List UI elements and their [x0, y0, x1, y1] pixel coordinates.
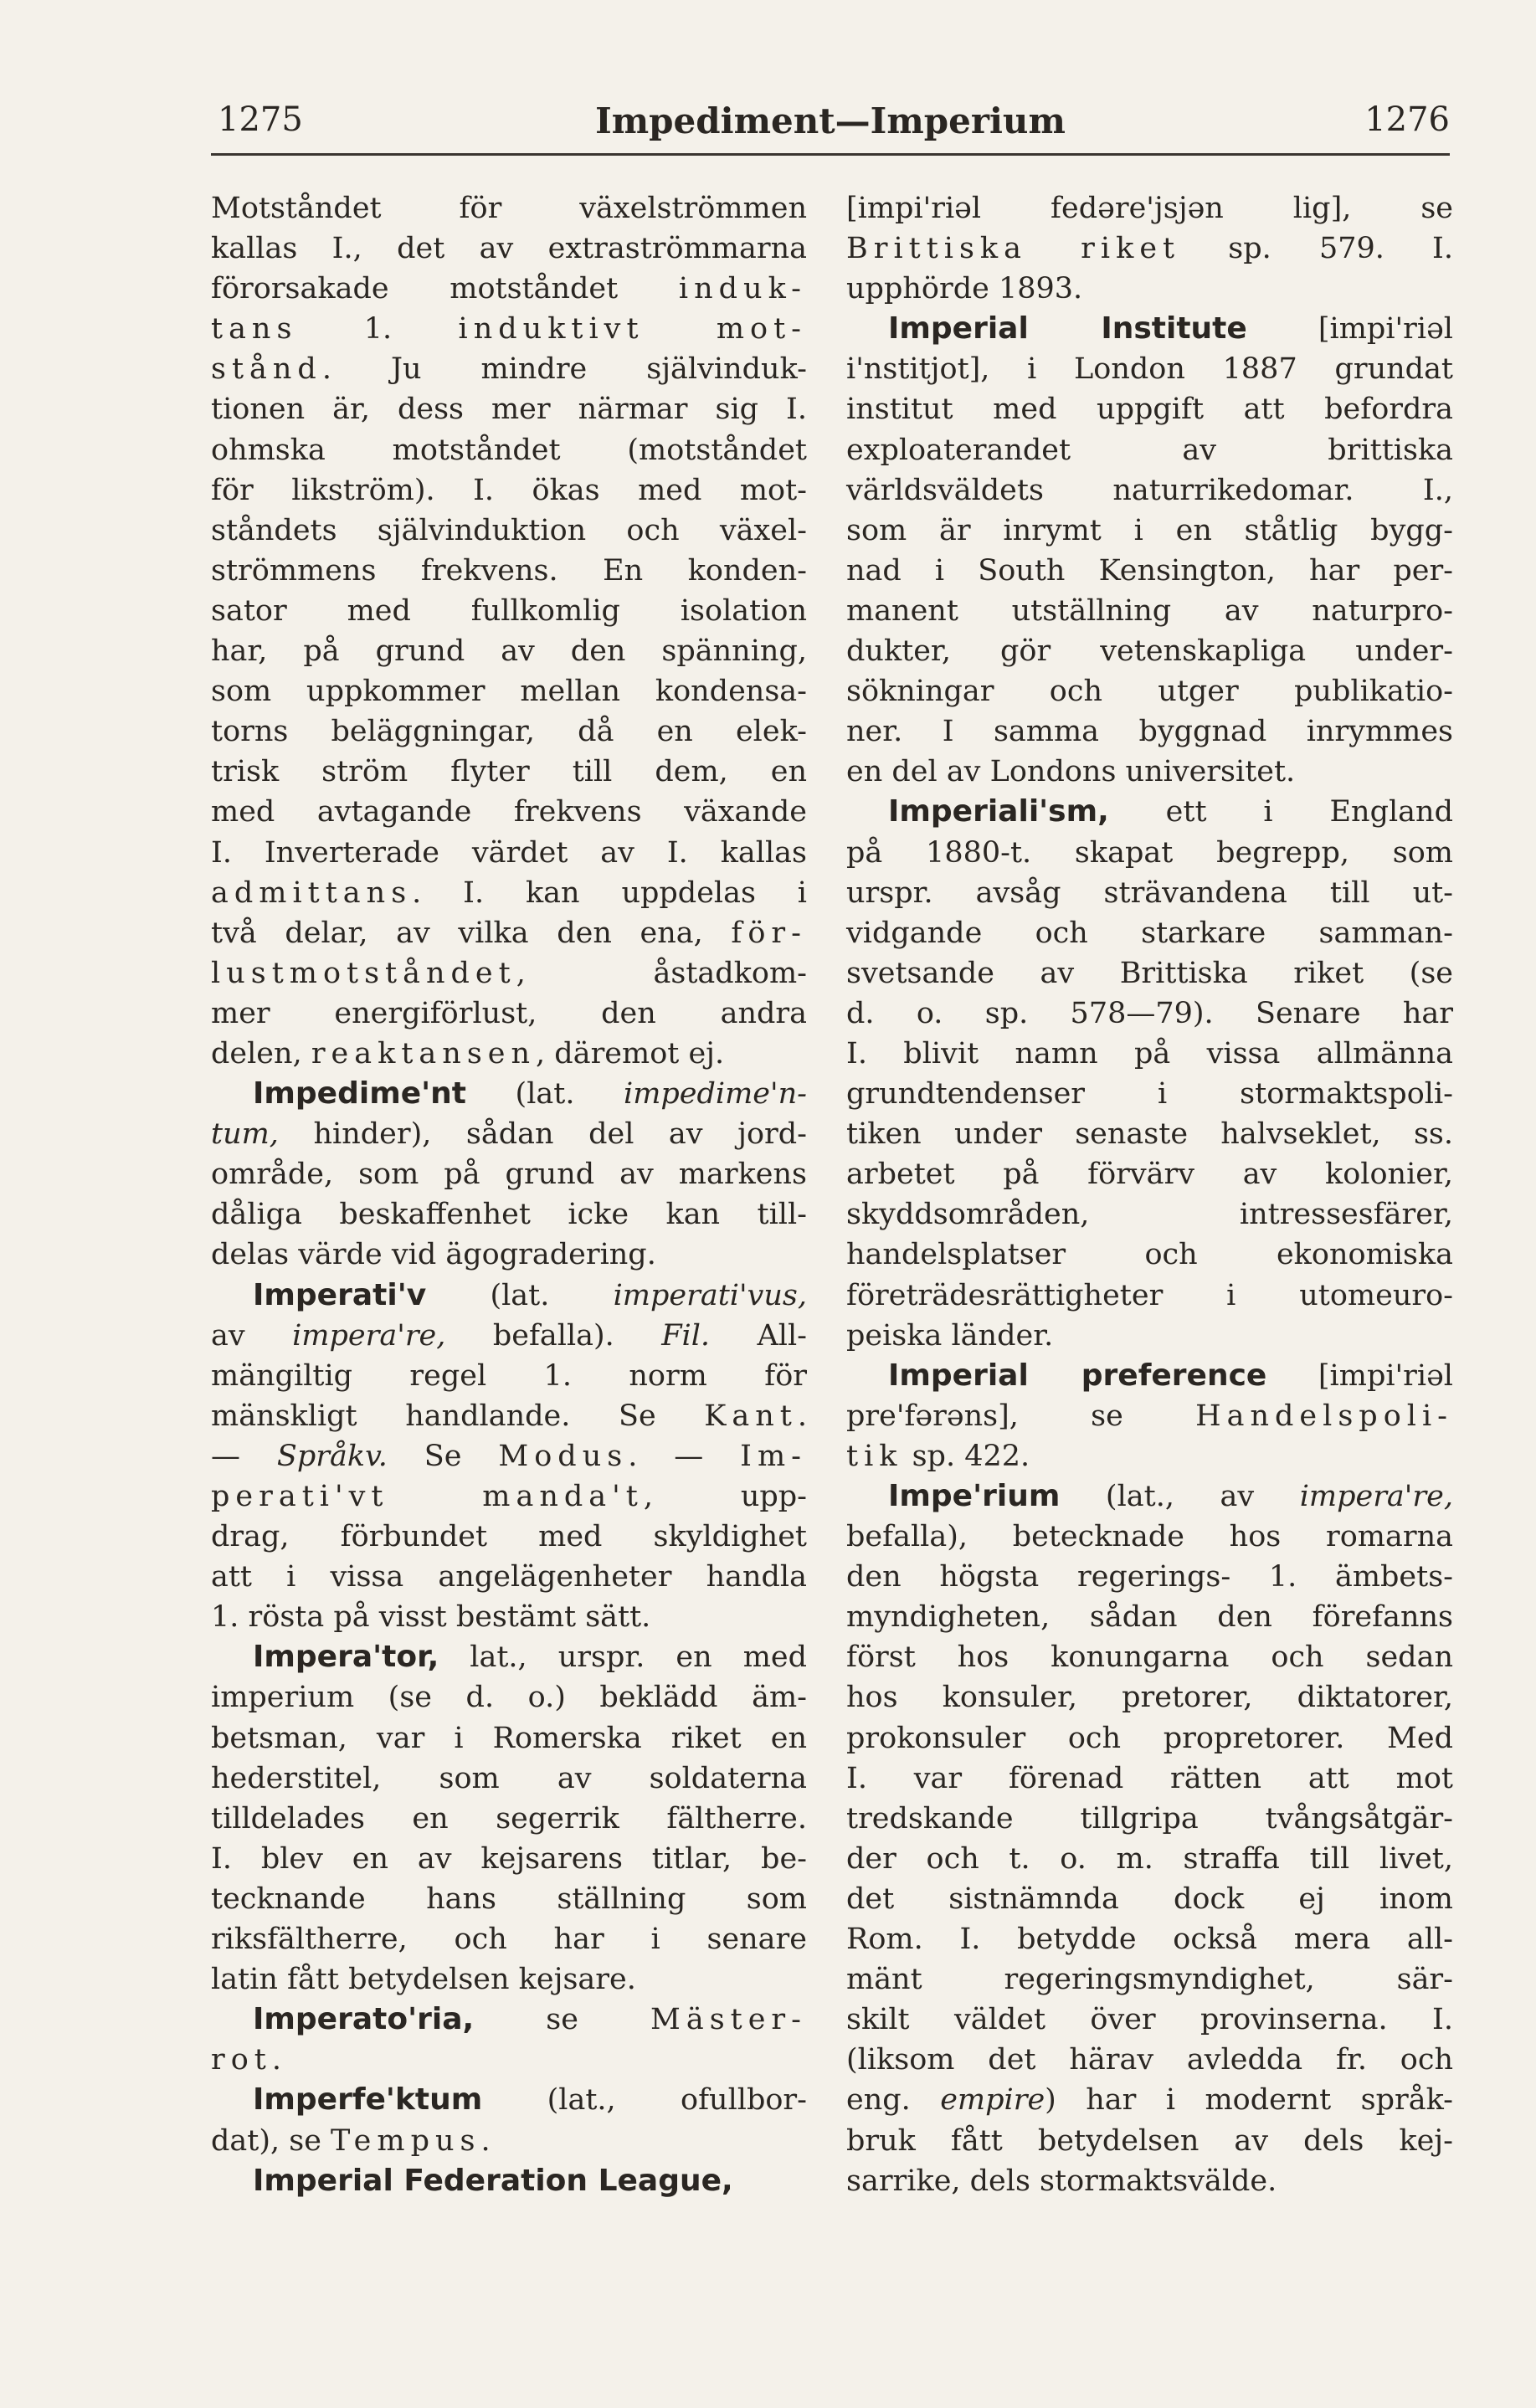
text-segment: för likström). I. ökas med mot-: [211, 473, 807, 507]
text-line: [211, 1557, 807, 1597]
text-segment: [impi'riəl fedəre'jsjən lig], se: [846, 192, 1453, 225]
text-line: [846, 711, 1453, 752]
text-segment: , åstadkom-: [516, 956, 807, 990]
headword: Imperati'v: [253, 1277, 427, 1312]
text-line: [846, 430, 1453, 470]
page-number-right: 1276: [1364, 100, 1450, 139]
text-line: [211, 711, 807, 752]
text-line: [846, 2000, 1453, 2040]
text-segment: förorsakade motståndet: [211, 272, 679, 306]
text-segment: på 1880-t. skapat begrepp, som: [846, 835, 1453, 870]
entry-first-line: [846, 1476, 1453, 1517]
text-line: [211, 1959, 807, 2000]
text-line: [211, 1597, 807, 1637]
text-segment: (liksom det härav avledda fr. och: [846, 2043, 1453, 2077]
text-segment: sator med fullkomlig isolation: [211, 593, 807, 628]
text-segment: Rom. I. betydde också mera all-: [846, 1923, 1453, 1957]
text-segment: nad i South Kensington, har per-: [846, 553, 1453, 588]
text-line: [211, 2040, 807, 2080]
text-segment: ett i England: [1108, 795, 1453, 829]
text-line: [211, 1839, 807, 1879]
text-segment: se: [474, 2003, 650, 2037]
spaced-term: tans: [211, 312, 298, 347]
text-line: [846, 591, 1453, 631]
headword: Impedime'nt: [253, 1076, 466, 1112]
text-segment: institut med uppgift att befordra: [846, 393, 1453, 427]
italic-term: tum,: [211, 1117, 279, 1152]
text-line: [846, 1919, 1453, 1959]
text-segment: i'nstitjot], i London 1887 grundat: [846, 352, 1453, 387]
text-segment: två delar, av vilka den ena,: [211, 916, 732, 950]
text-segment: upphörde 1893.: [846, 272, 1083, 306]
text-line: [211, 1114, 807, 1154]
text-segment: att i vissa angelägenheter handla: [211, 1560, 807, 1594]
text-line: [211, 1396, 807, 1436]
text-line: [211, 228, 807, 269]
text-line: [846, 188, 1453, 228]
text-segment: I. blev en av kejsarens titlar, be-: [211, 1841, 807, 1876]
text-line: [211, 1034, 807, 1074]
text-line: [211, 188, 807, 228]
entry-first-line: [846, 1356, 1453, 1396]
text-line: [211, 1154, 807, 1194]
spaced-term: Handelspoli-: [1195, 1399, 1453, 1433]
text-segment: företrädesrättigheter i utomeuro-: [846, 1278, 1453, 1312]
text-segment: Motståndet för växelströmmen: [211, 192, 807, 225]
header-rule: [211, 153, 1450, 156]
entry-first-line: [211, 1637, 807, 1677]
text-segment: svetsande av Brittiska riket (se: [846, 956, 1453, 990]
text-segment: först hos konungarna och sedan: [846, 1640, 1453, 1675]
text-line: [211, 470, 807, 511]
text-line: [211, 671, 807, 711]
text-segment: mängiltig regel 1. norm för: [211, 1358, 807, 1393]
text-segment: dukter, gör vetenskapliga under-: [846, 634, 1453, 669]
italic-term: impedime'n-: [624, 1077, 807, 1112]
entry-first-line: [211, 1276, 807, 1316]
headword: Impe'rium: [888, 1479, 1061, 1513]
text-line: [211, 1759, 807, 1799]
text-line: [846, 1557, 1453, 1597]
text-segment: 1. rösta på visst bestämt sätt.: [211, 1600, 651, 1635]
italic-term: impera're,: [1299, 1480, 1453, 1513]
text-segment: dåliga beskaffenhet icke kan till-: [211, 1198, 807, 1232]
text-segment: ner. I samma byggnad inrymmes: [846, 715, 1453, 749]
text-line: [846, 269, 1453, 309]
text-segment: område, som på grund av markens: [211, 1158, 807, 1192]
italic-term: Språkv.: [276, 1439, 388, 1473]
text-segment: kallas I., det av extraströmmarna: [211, 232, 807, 266]
spaced-term: admittans: [211, 875, 413, 910]
text-segment: delen,: [211, 1036, 311, 1071]
text-line: [846, 551, 1453, 591]
text-segment: prokonsuler och propretorer. Med: [846, 1721, 1453, 1755]
text-segment: . I. kan uppdelas i: [412, 875, 807, 910]
spaced-term: Im-: [740, 1439, 807, 1473]
text-segment: I. blivit namn på vissa allmänna: [846, 1036, 1453, 1071]
text-line: [846, 2161, 1453, 2201]
text-line: [211, 833, 807, 873]
text-segment: manent utställning av naturpro-: [846, 593, 1453, 628]
text-line: [211, 1799, 807, 1839]
text-line: [211, 309, 807, 349]
italic-term: Fil.: [661, 1318, 711, 1353]
text-line: [846, 1154, 1453, 1194]
text-segment: mänt regeringsmyndighet, sär-: [846, 1963, 1453, 1997]
text-line: [846, 1637, 1453, 1677]
text-segment: drag, förbundet med skyldighet: [211, 1520, 807, 1554]
text-line: [846, 1074, 1453, 1114]
text-line: [846, 671, 1453, 711]
entry-first-line: [846, 792, 1453, 832]
text-segment: eng.: [846, 2083, 941, 2118]
italic-term: empire: [940, 2083, 1045, 2118]
text-segment: All-: [710, 1318, 807, 1353]
text-line: [211, 1194, 807, 1235]
text-segment: 1.: [297, 312, 459, 347]
text-line: [846, 228, 1453, 269]
text-line: [846, 1235, 1453, 1275]
text-line: [846, 1194, 1453, 1235]
text-line: [211, 953, 807, 993]
text-segment: [impi'riəl: [1246, 312, 1453, 347]
spaced-term: reaktansen: [311, 1036, 537, 1071]
text-line: [211, 993, 807, 1034]
text-segment: pre'fərəns], se: [846, 1399, 1196, 1433]
spaced-term: Mäster-: [650, 2003, 807, 2037]
text-segment: (lat., av: [1060, 1480, 1300, 1513]
spaced-term: rot: [211, 2043, 272, 2077]
text-line: [211, 631, 807, 671]
text-segment: dat), se: [211, 2123, 331, 2158]
text-line: [846, 1799, 1453, 1839]
text-line: [846, 1034, 1453, 1074]
text-segment: .: [797, 1399, 807, 1433]
text-segment: I. var förenad rätten att mot: [846, 1761, 1453, 1795]
text-line: [846, 833, 1453, 873]
text-line: [846, 2080, 1453, 2120]
text-line: [846, 1597, 1453, 1637]
text-segment: vidgande och starkare samman-: [846, 916, 1453, 950]
text-line: [211, 389, 807, 429]
text-line: [846, 1759, 1453, 1799]
page-header: [211, 100, 1450, 151]
text-line: [211, 1677, 807, 1717]
text-segment: .: [271, 2043, 282, 2077]
text-segment: bruk fått betydelsen av dels kej-: [846, 2123, 1453, 2158]
text-segment: (lat., ofullbor-: [482, 2083, 807, 2118]
headword: Imperato'ria,: [253, 2002, 475, 2037]
text-segment: tredskande tillgripa tvångsåtgär-: [846, 1801, 1453, 1836]
entry-first-line: [846, 309, 1453, 349]
spaced-term: perati'vt manda't: [211, 1480, 644, 1513]
text-line: [846, 349, 1453, 389]
text-line: [846, 913, 1453, 953]
text-segment: trisk ström flyter till dem, en: [211, 755, 807, 789]
left-column: [211, 188, 807, 2201]
headword: Imperial preference: [888, 1358, 1267, 1393]
text-line: [846, 1959, 1453, 2000]
text-line: [846, 1436, 1453, 1476]
text-segment: (lat.: [466, 1077, 624, 1112]
text-segment: ohmska motståndet (motståndet: [211, 433, 807, 467]
text-segment: tiken under senaste halvseklet, ss.: [846, 1117, 1453, 1152]
text-line: [211, 511, 807, 551]
text-segment: urspr. avsåg strävandena till ut-: [846, 875, 1453, 910]
text-segment: .: [480, 2123, 491, 2158]
text-line: [211, 591, 807, 631]
text-segment: världsväldets naturrikedomar. I.,: [846, 473, 1453, 507]
text-line: [846, 1396, 1453, 1436]
text-segment: peiska länder.: [846, 1318, 1054, 1353]
entry-first-line: [211, 2000, 807, 2040]
spaced-term: induk-: [678, 272, 807, 306]
text-line: [211, 1718, 807, 1759]
text-line: [846, 873, 1453, 913]
text-segment: sarrike, dels stormaktsvälde.: [846, 2164, 1277, 2198]
text-segment: handelsplatser och ekonomiska: [846, 1238, 1453, 1272]
text-line: [846, 389, 1453, 429]
italic-term: imperati'vus,: [613, 1278, 807, 1312]
text-segment: der och t. o. m. straffa till livet,: [846, 1841, 1453, 1876]
text-segment: en del av Londons universitet.: [846, 755, 1296, 789]
text-segment: betsman, var i Romerska riket en: [211, 1721, 807, 1755]
page-number-left: 1275: [218, 100, 303, 139]
text-line: [846, 1718, 1453, 1759]
text-segment: mänskligt handlande. Se: [211, 1399, 705, 1433]
text-segment: myndigheten, sådan den förefanns: [846, 1600, 1453, 1635]
text-line: [846, 2040, 1453, 2080]
text-line: [211, 1316, 807, 1356]
text-line: [846, 1677, 1453, 1717]
text-segment: —: [211, 1439, 277, 1473]
entry-first-line: [211, 2080, 807, 2120]
text-segment: sp. 579. I.: [1180, 232, 1453, 266]
text-line: [846, 470, 1453, 511]
text-segment: befalla).: [445, 1318, 662, 1353]
text-line: [211, 792, 807, 832]
text-segment: som är inrymt i en ståtlig bygg-: [846, 513, 1453, 547]
text-segment: mer energiförlust, den andra: [211, 996, 807, 1030]
text-segment: tionen är, dess mer närmar sig I.: [211, 393, 807, 427]
text-segment: sökningar och utger publikatio-: [846, 675, 1453, 709]
text-segment: hederstitel, som av soldaterna: [211, 1761, 807, 1795]
text-segment: , däremot ej.: [536, 1036, 725, 1071]
spaced-term: induktivt mot-: [458, 312, 807, 347]
text-segment: tilldelades en segerrik fältherre.: [211, 1801, 807, 1836]
text-segment: riksfältherre, och har i senare: [211, 1923, 807, 1957]
headword: Imperial Federation League,: [253, 2163, 733, 2198]
text-segment: skyddsområden, intressesfärer,: [846, 1198, 1453, 1232]
text-line: [211, 349, 807, 389]
text-segment: lat., urspr. en med: [439, 1640, 807, 1675]
text-line: [211, 1476, 807, 1517]
text-segment: Se: [387, 1439, 499, 1473]
text-segment: exploaterandet av brittiska: [846, 433, 1453, 467]
text-line: [846, 993, 1453, 1034]
spaced-term: lustmotståndet: [211, 956, 516, 990]
text-segment: I. Inverterade värdet av I. kallas: [211, 835, 807, 870]
spaced-term: tik: [846, 1439, 903, 1473]
text-line: [211, 1436, 807, 1476]
text-segment: [impi'riəl: [1266, 1358, 1453, 1393]
running-title: Impediment—Imperium: [595, 100, 1066, 141]
text-segment: som uppkommer mellan kondensa-: [211, 675, 807, 709]
text-segment: d. o. sp. 578—79). Senare har: [846, 996, 1453, 1030]
text-segment: . —: [628, 1439, 741, 1473]
text-line: [211, 1356, 807, 1396]
text-segment: . Ju mindre självinduk-: [321, 352, 807, 387]
text-line: [211, 1919, 807, 1959]
spaced-term: stånd: [211, 352, 322, 387]
text-segment: har, på grund av den spänning,: [211, 634, 807, 669]
text-segment: det sistnämnda dock ej inom: [846, 1882, 1453, 1916]
headword: Imperial Institute: [888, 311, 1247, 347]
entry-first-line: [211, 2161, 807, 2201]
entry-first-line: [211, 1074, 807, 1114]
text-line: [211, 1879, 807, 1919]
right-column: [846, 188, 1453, 2201]
spaced-term: Modus: [498, 1439, 629, 1473]
headword: Imperfe'ktum: [253, 2082, 483, 2118]
text-segment: med avtagande frekvens växande: [211, 795, 807, 829]
text-segment: befalla), betecknade hos romarna: [846, 1520, 1453, 1554]
text-line: [846, 953, 1453, 993]
headword: Impera'tor,: [253, 1640, 439, 1675]
headword: Imperiali'sm,: [888, 794, 1109, 829]
spaced-term: Brittiska riket: [846, 232, 1181, 266]
text-line: [846, 511, 1453, 551]
text-line: [846, 1114, 1453, 1154]
text-line: [211, 2121, 807, 2161]
text-line: [846, 1316, 1453, 1356]
text-line: [846, 1517, 1453, 1557]
text-segment: strömmens frekvens. En konden-: [211, 553, 807, 588]
text-segment: , upp-: [643, 1480, 807, 1513]
text-segment: arbetet på förvärv av kolonier,: [846, 1158, 1453, 1192]
text-line: [211, 269, 807, 309]
spaced-term: Kant: [704, 1399, 798, 1433]
text-line: [211, 551, 807, 591]
text-segment: ) har i modernt språk-: [1045, 2083, 1453, 2118]
text-segment: grundtendenser i stormaktspoli-: [846, 1077, 1453, 1112]
text-line: [846, 631, 1453, 671]
text-segment: latin fått betydelsen kejsare.: [211, 1963, 636, 1997]
text-line: [846, 1839, 1453, 1879]
text-segment: hinder), sådan del av jord-: [278, 1117, 807, 1152]
text-segment: imperium (se d. o.) beklädd äm-: [211, 1681, 807, 1715]
text-segment: tecknande hans ställning som: [211, 1882, 807, 1916]
text-line: [211, 873, 807, 913]
text-line: [211, 1235, 807, 1275]
spaced-term: för-: [731, 916, 807, 950]
text-line: [846, 1879, 1453, 1919]
text-segment: sp. 422.: [902, 1439, 1030, 1473]
text-segment: (lat.: [426, 1278, 614, 1312]
text-segment: skilt väldet över provinserna. I.: [846, 2003, 1453, 2037]
text-line: [846, 1276, 1453, 1316]
text-segment: delas värde vid ägogradering.: [211, 1238, 656, 1272]
text-line: [211, 1517, 807, 1557]
italic-term: impera're,: [292, 1318, 446, 1353]
text-line: [211, 430, 807, 470]
text-line: [846, 752, 1453, 792]
text-segment: ståndets självinduktion och växel-: [211, 513, 807, 547]
text-segment: den högsta regerings- 1. ämbets-: [846, 1560, 1453, 1594]
text-line: [846, 2121, 1453, 2161]
text-segment: av: [211, 1318, 293, 1353]
text-line: [211, 752, 807, 792]
text-segment: hos konsuler, pretorer, diktatorer,: [846, 1681, 1453, 1715]
text-segment: torns beläggningar, då en elek-: [211, 715, 807, 749]
text-line: [211, 913, 807, 953]
spaced-term: Tempus: [331, 2123, 481, 2158]
